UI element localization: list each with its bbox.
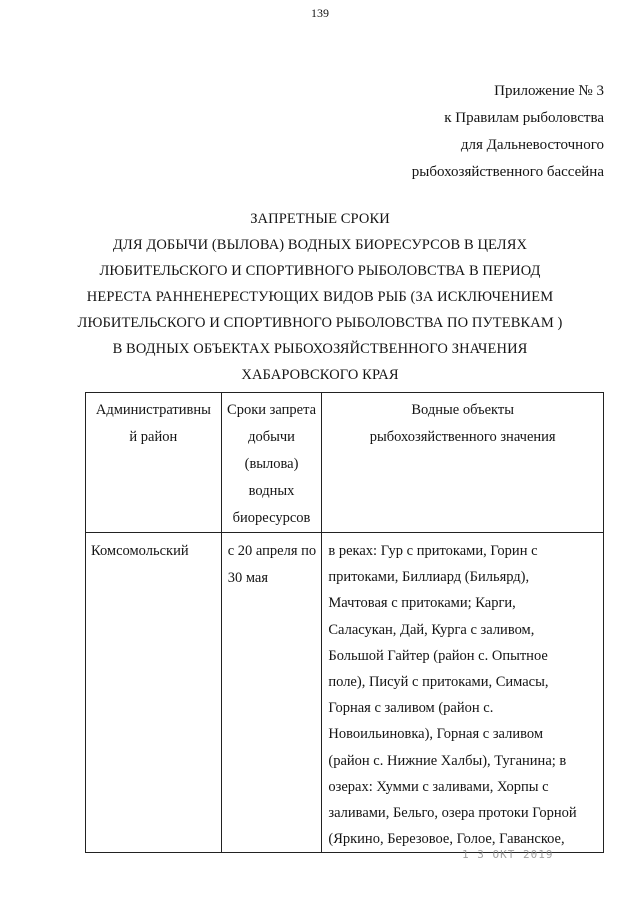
period-line: с 20 апреля по [227, 543, 317, 559]
appendix-reference [412, 78, 604, 186]
title-line: ЛЮБИТЕЛЬСКОГО И СПОРТИВНОГО РЫБОЛОВСТВА ПО ПУТЕВКАМ ) [77, 315, 563, 331]
appendix-line: для Дальневосточного [460, 137, 604, 153]
header-district [86, 393, 222, 533]
waters-line: Саласукан, Дай, Курга с заливом, [328, 621, 535, 638]
cell-period [221, 533, 322, 853]
header-period-line: добычи [248, 429, 295, 445]
appendix-line: к Правилам рыболовства [444, 110, 604, 126]
header-waters-line: рыбохозяйственного значения [369, 429, 556, 445]
table-row [86, 533, 604, 853]
header-period-line: водных [248, 483, 295, 499]
title-line: ДЛЯ ДОБЫЧИ (ВЫЛОВА) ВОДНЫХ БИОРЕСУРСОВ В ЦЕЛЯХ [112, 237, 528, 253]
waters-line: Новоильиновка), Горная с заливом [328, 726, 544, 743]
waters-line: в реках: Гур с притоками, Горин с [328, 543, 538, 559]
title-line: В ВОДНЫХ ОБЪЕКТАХ РЫБОХОЗЯЙСТВЕННОГО ЗНАЧЕНИЯ [112, 341, 528, 357]
header-district-line: й район [129, 429, 178, 445]
table-header-row [86, 393, 604, 533]
title-line: ХАБАРОВСКОГО КРАЯ [241, 367, 399, 383]
period-line: 30 мая [227, 569, 269, 586]
header-period-line: (вылова) [244, 456, 299, 472]
document-title [36, 206, 604, 388]
waters-line: Большой Гайтер (район с. Опытное [328, 647, 548, 664]
district-name: Комсомольский [91, 543, 189, 559]
regulation-table [85, 392, 604, 853]
header-period-line: биоресурсов [232, 510, 311, 526]
waters-line: озерах: Хумми с заливами, Хорпы с [328, 778, 549, 795]
title-line: ЛЮБИТЕЛЬСКОГО И СПОРТИВНОГО РЫБОЛОВСТВА В ПЕРИОД [99, 263, 541, 279]
waters-line: Горная с заливом (район с. [328, 700, 494, 717]
cell-waters [322, 533, 604, 853]
waters-line: (Яркино, Березовое, Голое, Гаванское, [328, 831, 565, 848]
title-line: ЗАПРЕТНЫЕ СРОКИ [250, 211, 390, 227]
waters-line: Мачтовая с притоками; Карги, [328, 595, 516, 612]
waters-line: поле), Писуй с притоками, Симасы, [328, 674, 549, 691]
title-line: НЕРЕСТА РАННЕНЕРЕСТУЮЩИХ ВИДОВ РЫБ (ЗА ИСКЛЮЧЕНИЕМ [86, 289, 554, 305]
header-district-line: Административны [95, 402, 211, 418]
appendix-line: рыбохозяйственного бассейна [411, 164, 604, 180]
header-waters-line: Водные объекты [411, 402, 514, 418]
date-stamp: 1 3 ОКТ 2019 [462, 848, 554, 861]
cell-district [86, 533, 222, 853]
appendix-line: Приложение № 3 [494, 83, 604, 99]
waters-line: (район с. Нижние Халбы), Туганина; в [328, 752, 567, 769]
waters-line: притоками, Биллиард (Бильярд), [328, 569, 530, 586]
page-number: 139 [311, 6, 329, 20]
header-waters [322, 393, 604, 533]
header-period [221, 393, 322, 533]
waters-line: заливами, Бельго, озера протоки Горной [328, 805, 577, 822]
header-period-line: Сроки запрета [227, 402, 317, 418]
